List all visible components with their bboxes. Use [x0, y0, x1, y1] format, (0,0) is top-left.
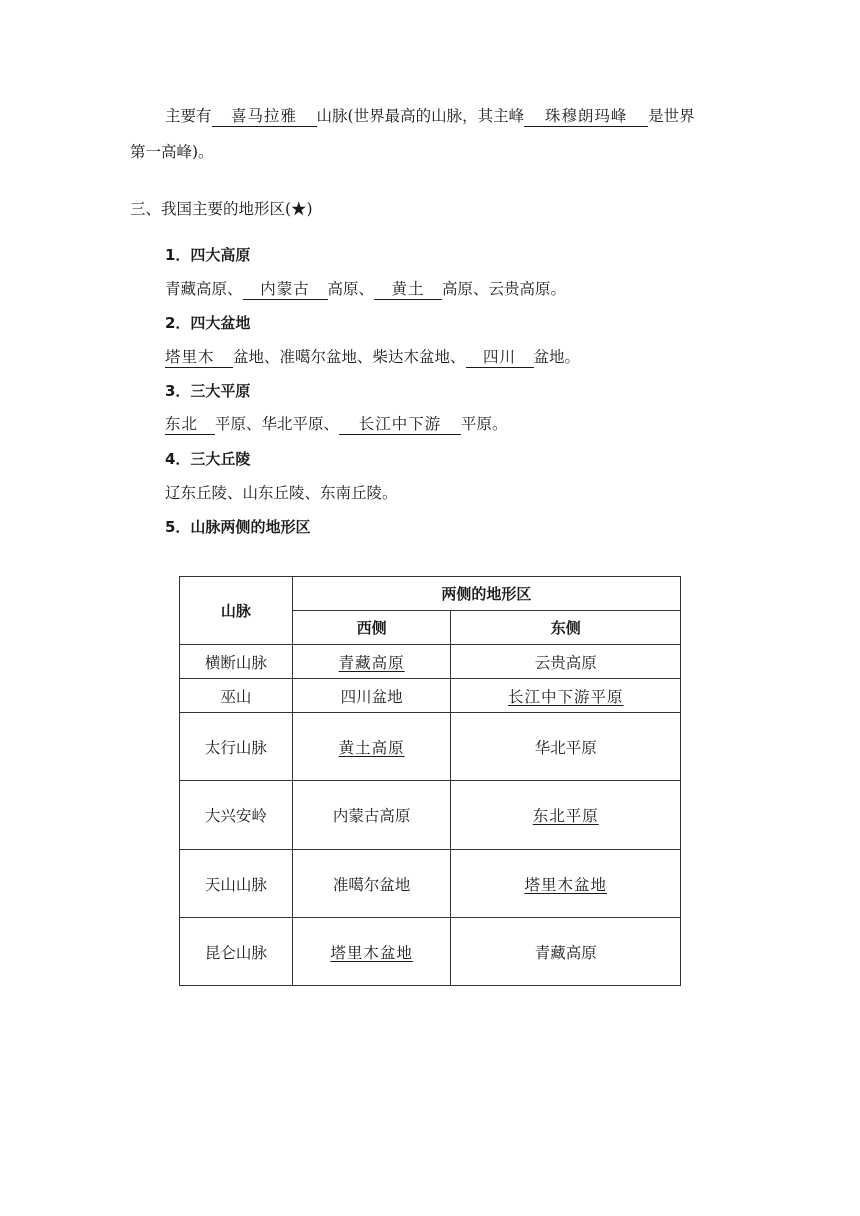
header-mountain: 山脉	[180, 577, 293, 645]
text-segment: 高原、	[327, 280, 375, 298]
header-west: 西侧	[292, 611, 451, 645]
answer-east: 塔里木盆地	[524, 875, 607, 894]
cell-mountain: 巫山	[180, 679, 293, 713]
text-segment: 盆地、准噶尔盆地、柴达木盆地、	[233, 348, 466, 366]
answer-blank-dongbei: 东北	[165, 415, 215, 435]
line-basins	[165, 346, 580, 368]
table-row	[180, 713, 681, 781]
line-plains	[165, 413, 508, 435]
cell-east: 青藏高原	[451, 918, 681, 986]
cell-west	[292, 713, 451, 781]
heading-hills: 4．三大丘陵	[165, 450, 251, 468]
cell-west: 四川盆地	[292, 679, 451, 713]
cell-west: 准噶尔盆地	[292, 850, 451, 918]
answer-blank-himalaya: 喜马拉雅	[212, 107, 317, 127]
cell-west	[292, 645, 451, 679]
line-hills: 辽东丘陵、山东丘陵、东南丘陵。	[165, 484, 398, 502]
answer-blank-huangtu: 黄土	[374, 280, 442, 300]
section-title: 三、我国主要的地形区(★)	[130, 200, 313, 218]
cell-east	[451, 850, 681, 918]
cell-east: 云贵高原	[451, 645, 681, 679]
answer-blank-everest: 珠穆朗玛峰	[524, 107, 648, 127]
table-row	[180, 781, 681, 850]
cell-mountain: 太行山脉	[180, 713, 293, 781]
cell-mountain: 天山山脉	[180, 850, 293, 918]
answer-blank-neimenggu: 内蒙古	[243, 280, 328, 300]
para-middle: 山脉(世界最高的山脉，其主峰	[316, 107, 525, 125]
cell-east	[451, 679, 681, 713]
heading-plateaus: 1．四大高原	[165, 246, 251, 264]
heading-basins: 2．四大盆地	[165, 314, 251, 332]
cell-mountain: 大兴安岭	[180, 781, 293, 850]
answer-west: 黄土高原	[338, 738, 405, 757]
heading-mountain-sides: 5．山脉两侧的地形区	[165, 518, 311, 536]
answer-east: 东北平原	[532, 807, 599, 825]
cell-east: 华北平原	[451, 713, 681, 781]
answer-blank-changjiang: 长江中下游	[339, 415, 461, 435]
line-plateaus	[165, 278, 566, 300]
answer-blank-tarim: 塔里木	[165, 348, 233, 368]
paragraph-himalaya-line2: 第一高峰)。	[130, 143, 214, 161]
heading-plains: 3．三大平原	[165, 382, 251, 400]
table-row	[180, 679, 681, 713]
table-header-row	[180, 577, 681, 611]
table-row	[180, 918, 681, 986]
header-sides: 两侧的地形区	[292, 577, 680, 611]
paragraph-himalaya	[165, 105, 695, 127]
mountain-terrain-table	[179, 576, 681, 986]
text-segment: 平原。	[461, 415, 508, 433]
cell-east	[451, 781, 681, 850]
answer-blank-sichuan: 四川	[466, 348, 534, 368]
text-segment: 青藏高原、	[165, 280, 243, 298]
answer-west: 青藏高原	[338, 653, 405, 672]
cell-mountain: 横断山脉	[180, 645, 293, 679]
cell-west	[292, 918, 451, 986]
header-east: 东侧	[451, 611, 681, 645]
text-segment: 平原、华北平原、	[215, 415, 340, 433]
para-prefix: 主要有	[165, 107, 212, 125]
para-suffix: 是世界	[648, 107, 695, 125]
text-segment: 盆地。	[533, 348, 581, 366]
table-row	[180, 850, 681, 918]
cell-west: 内蒙古高原	[292, 781, 451, 850]
cell-mountain: 昆仑山脉	[180, 918, 293, 986]
table-row	[180, 645, 681, 679]
answer-east: 长江中下游平原	[507, 687, 624, 706]
answer-west: 塔里木盆地	[330, 943, 413, 962]
text-segment: 高原、云贵高原。	[442, 280, 567, 298]
